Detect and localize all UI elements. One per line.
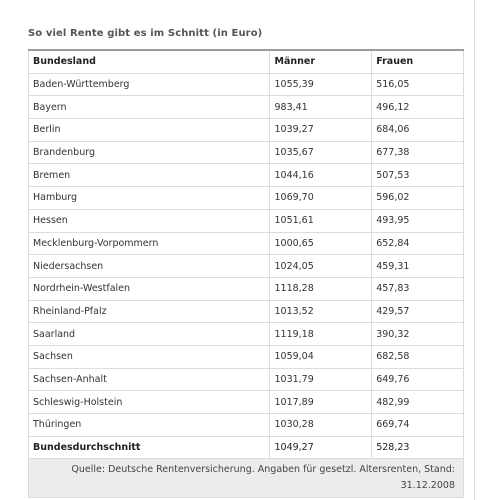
page-edge-rule xyxy=(474,0,475,500)
cell-bundesland: Rheinland-Pfalz xyxy=(29,300,270,323)
total-maenner: 1049,27 xyxy=(270,436,372,459)
cell-maenner: 1024,05 xyxy=(270,255,372,278)
table-total xyxy=(29,436,464,459)
cell-maenner: 1044,16 xyxy=(270,164,372,187)
cell-maenner: 1013,52 xyxy=(270,300,372,323)
table-row xyxy=(29,96,464,119)
cell-frauen: 457,83 xyxy=(372,277,464,300)
cell-frauen: 493,95 xyxy=(372,209,464,232)
table-row xyxy=(29,345,464,368)
table-header-row xyxy=(29,50,464,73)
table-body xyxy=(29,73,464,436)
cell-bundesland: Hamburg xyxy=(29,187,270,210)
cell-bundesland: Brandenburg xyxy=(29,141,270,164)
table-row xyxy=(29,391,464,414)
cell-maenner: 1030,28 xyxy=(270,414,372,437)
cell-frauen: 682,58 xyxy=(372,345,464,368)
cell-frauen: 390,32 xyxy=(372,323,464,346)
cell-bundesland: Berlin xyxy=(29,119,270,142)
table-row xyxy=(29,368,464,391)
cell-maenner: 1035,67 xyxy=(270,141,372,164)
cell-maenner: 1059,04 xyxy=(270,345,372,368)
table-row xyxy=(29,414,464,437)
cell-bundesland: Saarland xyxy=(29,323,270,346)
cell-bundesland: Bremen xyxy=(29,164,270,187)
cell-maenner: 983,41 xyxy=(270,96,372,119)
column-header-frauen: Frauen xyxy=(372,50,464,73)
table-row xyxy=(29,232,464,255)
cell-maenner: 1039,27 xyxy=(270,119,372,142)
cell-frauen: 596,02 xyxy=(372,187,464,210)
cell-frauen: 507,53 xyxy=(372,164,464,187)
cell-maenner: 1031,79 xyxy=(270,368,372,391)
column-header-maenner: Männer xyxy=(270,50,372,73)
column-header-bundesland: Bundesland xyxy=(29,50,270,73)
cell-maenner: 1119,18 xyxy=(270,323,372,346)
cell-maenner: 1055,39 xyxy=(270,73,372,96)
cell-bundesland: Bayern xyxy=(29,96,270,119)
cell-frauen: 684,06 xyxy=(372,119,464,142)
table-caption: So viel Rente gibt es im Schnitt (in Euro) xyxy=(28,28,263,39)
cell-frauen: 669,74 xyxy=(372,414,464,437)
cell-bundesland: Sachsen-Anhalt xyxy=(29,368,270,391)
cell-bundesland: Baden-Württemberg xyxy=(29,73,270,96)
table-row xyxy=(29,300,464,323)
cell-maenner: 1069,70 xyxy=(270,187,372,210)
cell-maenner: 1017,89 xyxy=(270,391,372,414)
table-row xyxy=(29,187,464,210)
source-row xyxy=(29,459,464,498)
cell-maenner: 1051,61 xyxy=(270,209,372,232)
source-note: Quelle: Deutsche Rentenversicherung. Angaben für gesetzl. Altersrenten, Stand: 31.12.2008 xyxy=(29,459,464,498)
total-label: Bundesdurchschnitt xyxy=(29,436,270,459)
cell-bundesland: Schleswig-Holstein xyxy=(29,391,270,414)
cell-frauen: 496,12 xyxy=(372,96,464,119)
table-row xyxy=(29,164,464,187)
cell-bundesland: Mecklenburg-Vorpommern xyxy=(29,232,270,255)
cell-frauen: 649,76 xyxy=(372,368,464,391)
cell-bundesland: Niedersachsen xyxy=(29,255,270,278)
total-row xyxy=(29,436,464,459)
cell-maenner: 1118,28 xyxy=(270,277,372,300)
cell-frauen: 429,57 xyxy=(372,300,464,323)
table-row xyxy=(29,209,464,232)
table-row xyxy=(29,73,464,96)
table-row xyxy=(29,141,464,164)
table-row xyxy=(29,255,464,278)
cell-bundesland: Thüringen xyxy=(29,414,270,437)
cell-bundesland: Nordrhein-Westfalen xyxy=(29,277,270,300)
total-frauen: 528,23 xyxy=(372,436,464,459)
cell-frauen: 482,99 xyxy=(372,391,464,414)
cell-frauen: 677,38 xyxy=(372,141,464,164)
cell-frauen: 516,05 xyxy=(372,73,464,96)
cell-maenner: 1000,65 xyxy=(270,232,372,255)
cell-frauen: 459,31 xyxy=(372,255,464,278)
table-row xyxy=(29,277,464,300)
pension-table xyxy=(28,49,464,498)
cell-bundesland: Sachsen xyxy=(29,345,270,368)
cell-frauen: 652,84 xyxy=(372,232,464,255)
cell-bundesland: Hessen xyxy=(29,209,270,232)
table-row xyxy=(29,119,464,142)
table-row xyxy=(29,323,464,346)
